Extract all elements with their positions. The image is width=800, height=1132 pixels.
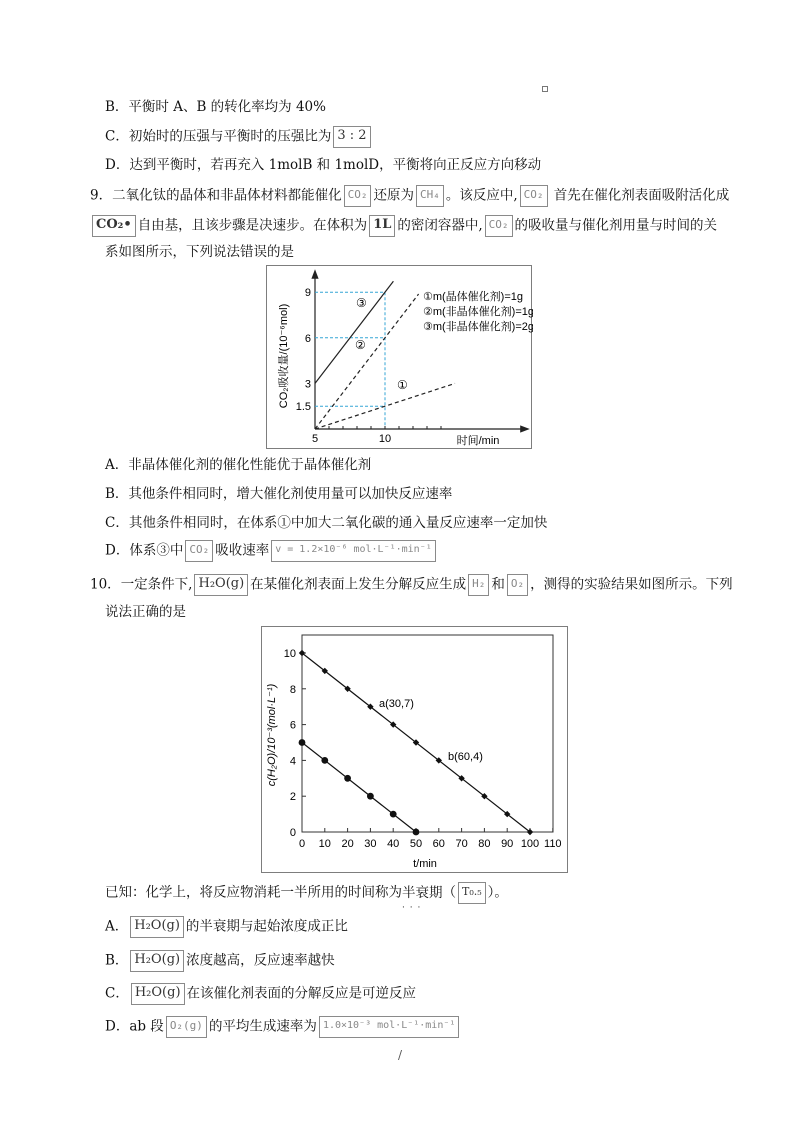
x-tick-label: 10	[318, 838, 331, 850]
q9-option-d-text: D．体系③中	[105, 542, 184, 559]
h2o-formula-box: H₂O(g)	[194, 574, 248, 596]
q9-stem-line3: 系如图所示，下列说法错误的是	[105, 244, 294, 260]
legend-entry-3: ③m(非晶体催化剂)=2g	[423, 321, 533, 333]
q9-option-b: B．其他条件相同时，增大催化剂使用量可以加快反应速率	[105, 486, 453, 502]
option-text: 浓度越高，反应速率越快	[186, 952, 335, 969]
y-axis-label: CO₂吸收量/(10⁻⁶mol)	[278, 303, 290, 409]
q8-option-c-text: C．初始时的压强与平衡时的压强比为	[105, 128, 332, 145]
q10-text: 和	[491, 576, 505, 593]
q10-number: 10．	[90, 576, 121, 593]
h2o-formula-box: H₂O(g)	[130, 916, 184, 938]
data-point	[390, 811, 397, 818]
data-point	[344, 775, 351, 782]
y-tick-label: 8	[289, 683, 296, 696]
series-line-3	[315, 281, 393, 383]
y-tick-label: 1.5	[295, 401, 311, 414]
q10-stem-line2: 说法正确的是	[105, 604, 186, 620]
series-label-2: ②	[355, 338, 366, 352]
y-axis-label: c(H₂O)/10⁻³(mol·L⁻¹)	[266, 683, 278, 787]
series-label-1: ①	[397, 378, 408, 392]
series-label-3: ③	[356, 296, 367, 310]
point-b-label: b(60,4)	[448, 751, 483, 763]
q8-option-c	[105, 126, 373, 148]
q10-option-c	[105, 983, 416, 1005]
y-tick-label: 4	[289, 755, 296, 768]
legend-entry-1: ①m(晶体催化剂)=1g	[423, 291, 524, 303]
y-tick-label: 0	[289, 827, 296, 839]
x-tick-label: 0	[298, 838, 306, 850]
q9-text: 自由基，且该步骤是决速步。在体积为	[137, 217, 368, 234]
co2-formula-box: CO₂	[344, 185, 372, 207]
data-point	[367, 793, 374, 800]
x-tick-label: 40	[387, 838, 400, 850]
half-life-term: 半衰期 · · ·	[402, 885, 443, 901]
co2-absorption-chart	[266, 265, 532, 449]
x-tick-label: 10	[378, 433, 392, 445]
q8-option-d: D．达到平衡时，若再充入 1molB 和 1molD，平衡将向正反应方向移动	[105, 157, 542, 173]
q10-text: ，测得的实验结果如图所示。下列	[530, 576, 733, 593]
legend-entry-2: ②m(非晶体催化剂)=1g	[423, 306, 533, 318]
t05-box: T₀.₅	[458, 882, 486, 904]
q9-text: 还原为	[373, 187, 414, 204]
option-text: 在该催化剂表面的分解反应是可逆反应	[186, 985, 417, 1002]
note-paren: ）。	[487, 884, 508, 901]
plot-frame	[302, 635, 553, 832]
x-tick-label: 50	[409, 838, 423, 850]
q9-option-c: C．其他条件相同时，在体系①中加大二氧化碳的通入量反应速率一定加快	[105, 515, 548, 531]
option-text: 的半衰期与起始浓度成正比	[185, 918, 348, 935]
data-point	[321, 757, 328, 764]
volume-box: 1L	[369, 215, 395, 237]
x-tick-label: 5	[311, 433, 319, 445]
q9-stem-line2	[90, 215, 717, 237]
corner-mark	[542, 86, 548, 92]
note-paren: （	[442, 884, 456, 901]
x-tick-label: 20	[341, 838, 354, 850]
q9-text: 的吸收量与催化剂用量与时间的关	[514, 217, 718, 234]
q10-text: 在某催化剂表面上发生分解反应生成	[250, 576, 467, 593]
q8-ratio-box: 3 : 2	[333, 126, 370, 148]
q9-option-d	[105, 540, 438, 562]
option-text: D．ab 段	[105, 1018, 164, 1035]
co2-formula-box: CO₂	[520, 185, 548, 207]
h2o-formula-box: H₂O(g)	[130, 950, 184, 972]
y-tick-label: 6	[289, 719, 296, 732]
q10-stem-line1	[90, 574, 733, 596]
x-tick-label: 70	[455, 838, 468, 850]
co2-radical-box: CO₂•	[92, 215, 136, 237]
rate-formula-box: v = 1.2×10⁻⁶ mol·L⁻¹·min⁻¹	[271, 540, 436, 562]
series-line-2	[315, 294, 419, 429]
co2-formula-box: CO₂	[185, 540, 213, 562]
data-point	[299, 739, 306, 746]
q9-text: 首先在催化剂表面吸附活化成	[549, 187, 730, 204]
data-point	[413, 829, 420, 836]
rate-formula-box: 1.0×10⁻³ mol·L⁻¹·min⁻¹	[319, 1016, 459, 1038]
option-text: C．	[105, 985, 129, 1002]
o2g-formula-box: O₂(g)	[166, 1016, 207, 1038]
y-tick-label: 9	[304, 287, 311, 300]
x-tick-label: 110	[544, 838, 562, 850]
option-text: 的平均生成速率为	[208, 1018, 317, 1035]
option-text: B．	[105, 952, 129, 969]
option-text: A．	[105, 918, 129, 935]
q9-option-d-text: 吸收速率	[215, 542, 270, 559]
x-tick-label: 90	[501, 838, 514, 850]
x-axis-label: 时间/min	[456, 435, 500, 447]
x-tick-label: 30	[364, 838, 377, 850]
page-mark: /	[398, 1048, 403, 1062]
q10-option-a	[105, 916, 348, 938]
co2-formula-box: CO₂	[485, 215, 513, 237]
q9-text: 二氧化钛的晶体和非晶体材料都能催化	[112, 187, 342, 204]
note-text: 已知：化学上，将反应物消耗一半所用的时间称为	[105, 884, 402, 901]
x-axis-label: t/min	[413, 858, 437, 870]
q10-option-d	[105, 1016, 461, 1038]
q9-option-a: A．非晶体催化剂的催化性能优于晶体催化剂	[105, 457, 372, 473]
q9-number: 9．	[90, 187, 113, 204]
q10-option-b	[105, 950, 335, 972]
y-tick-label: 10	[283, 648, 296, 660]
h2o-chart-svg	[262, 627, 569, 874]
y-tick-label: 6	[304, 332, 311, 345]
q10-note	[105, 882, 508, 904]
y-tick-label: 3	[304, 378, 311, 391]
x-tick-label: 100	[520, 838, 540, 850]
h2o-concentration-chart	[261, 626, 568, 873]
x-tick-label: 80	[478, 838, 491, 850]
h2o-formula-box: H₂O(g)	[131, 983, 185, 1005]
point-a-label: a(30,7)	[379, 698, 414, 710]
co2-chart-svg	[267, 266, 533, 450]
y-tick-label: 2	[289, 791, 296, 804]
series-line-2	[302, 743, 416, 833]
x-tick-label: 60	[432, 838, 445, 850]
q9-stem-line1	[90, 185, 729, 207]
o2-formula-box: O₂	[507, 574, 528, 596]
h2-formula-box: H₂	[468, 574, 489, 596]
q9-text: 的密闭容器中,	[397, 217, 483, 234]
ch4-formula-box: CH₄	[416, 185, 444, 207]
q8-option-b: B．平衡时 A、B 的转化率均为 40%	[105, 99, 326, 115]
q9-text: 。该反应中,	[445, 187, 518, 204]
q10-text: 一定条件下,	[120, 576, 193, 593]
